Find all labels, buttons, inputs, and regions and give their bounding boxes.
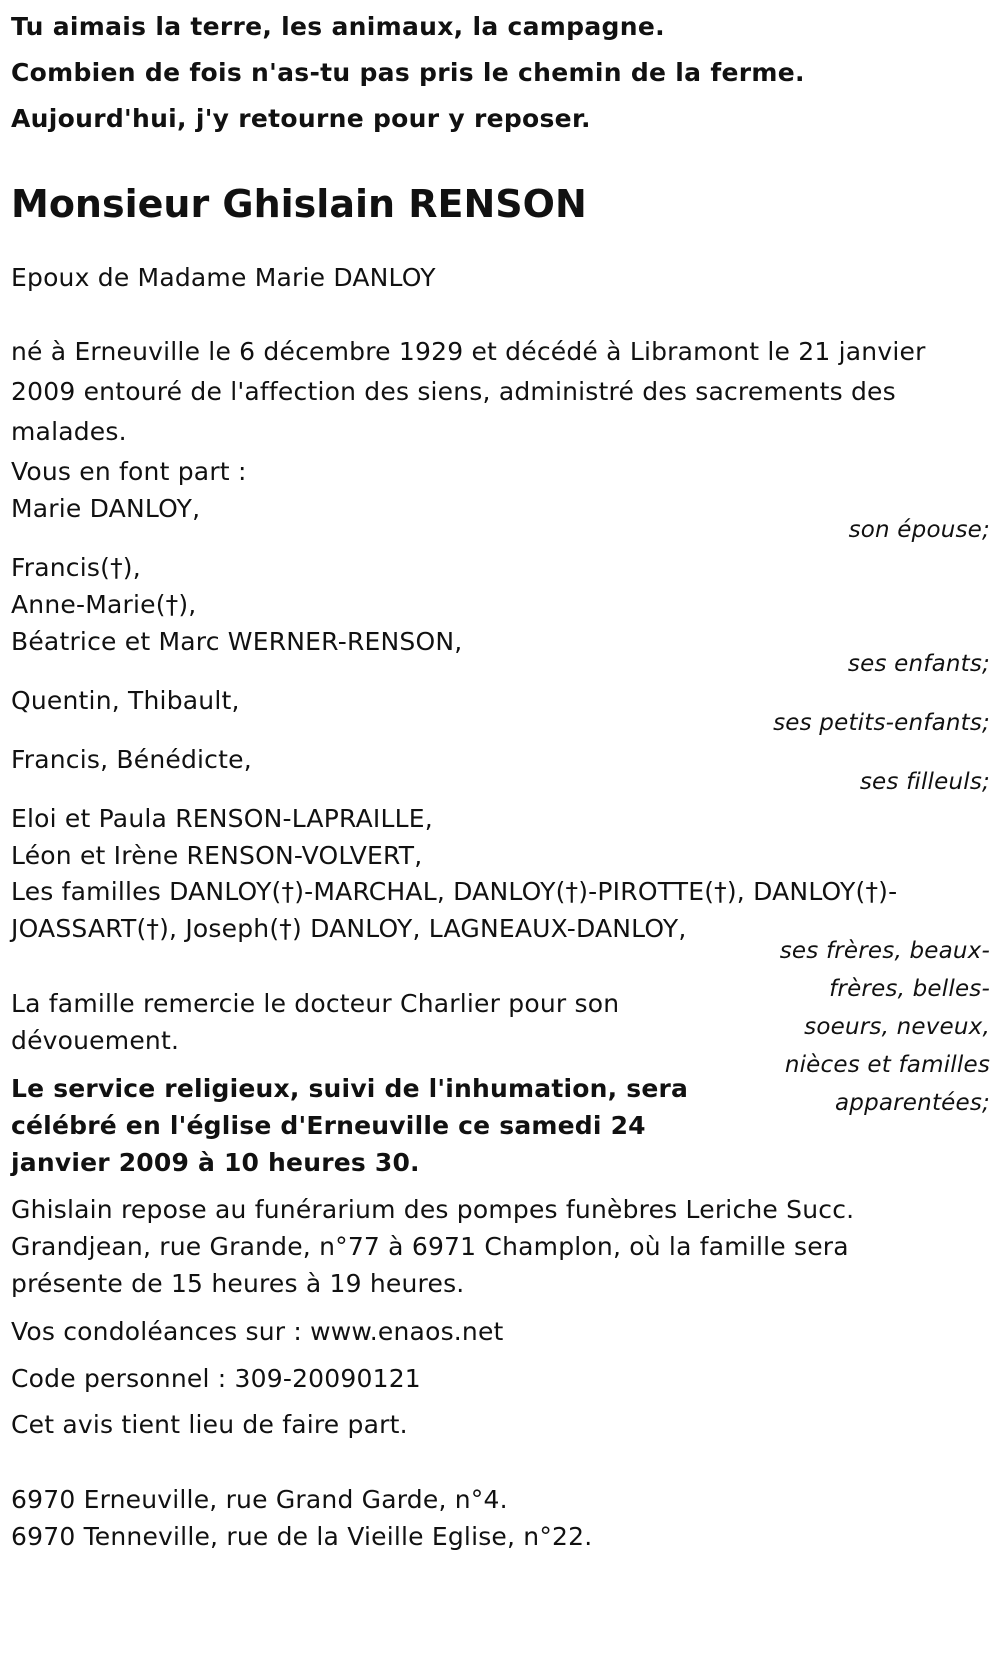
address-line: 6970 Erneuville, rue Grand Garde, n°4. [11,1485,508,1514]
poem-line-2: Combien de fois n'as-tu pas pris le chemin de la ferme. [11,58,805,87]
child-name: Francis(†), [11,553,141,582]
personal-code: Code personnel : 309-20090121 [11,1364,421,1393]
thanks-text: La famille remercie le docteur Charlier pour son dévouement. [11,989,620,1055]
grandchildren-names: Quentin, Thibault, [11,686,240,715]
announce-text: Vous en font part : [11,457,247,486]
deceased-name: Monsieur Ghislain RENSON [11,182,587,226]
funeral-home-text: Ghislain repose au funérarium des pompes funèbres Leriche Succ. Grandjean, rue Grande, n°77 à 6971 Champlon, où la famille sera présente de 15 heures à 19 heures. [11,1195,855,1298]
spouse-line: Epoux de Madame Marie DANLOY [11,263,436,292]
poem-line-1: Tu aimais la terre, les animaux, la campagne. [11,12,665,41]
relation-spouse: son épouse; [848,517,990,543]
families-list: Les familles DANLOY(†)-MARCHAL, DANLOY(†)-PIROTTE(†), DANLOY(†)-JOASSART(†), Joseph(†) DANLOY, LAGNEAUX-DANLOY, [11,877,898,943]
child-name: Anne-Marie(†), [11,590,197,619]
child-name: Béatrice et Marc WERNER-RENSON, [11,627,463,656]
birth-death-text: né à Erneuville le 6 décembre 1929 et décédé à Libramont le 21 janvier 2009 entouré de l'affection des siens, administré des sacrements des malades. [11,337,926,446]
godchildren-names: Francis, Bénédicte, [11,745,252,774]
spouse-name: Marie DANLOY, [11,494,201,523]
service-text: Le service religieux, suivi de l'inhumation, sera célébré en l'église d'Erneuville ce samedi 24 janvier 2009 à 10 heures 30. [11,1074,689,1177]
relation-siblings: ses frères, beaux-frères, belles-soeurs, neveux, nièces et familles apparentées; [779,938,990,1116]
address-line: 6970 Tenneville, rue de la Vieille Eglise, n°22. [11,1522,593,1551]
relation-children: ses enfants; [847,651,990,677]
poem-line-3: Aujourd'hui, j'y retourne pour y reposer. [11,104,591,133]
relation-godchildren: ses filleuls; [859,769,990,795]
notice-text: Cet avis tient lieu de faire part. [11,1410,408,1439]
sibling-name: Léon et Irène RENSON-VOLVERT, [11,841,423,870]
condolences-text: Vos condoléances sur : www.enaos.net [11,1317,504,1346]
relation-grandchildren: ses petits-enfants; [773,710,990,736]
sibling-name: Eloi et Paula RENSON-LAPRAILLE, [11,804,433,833]
